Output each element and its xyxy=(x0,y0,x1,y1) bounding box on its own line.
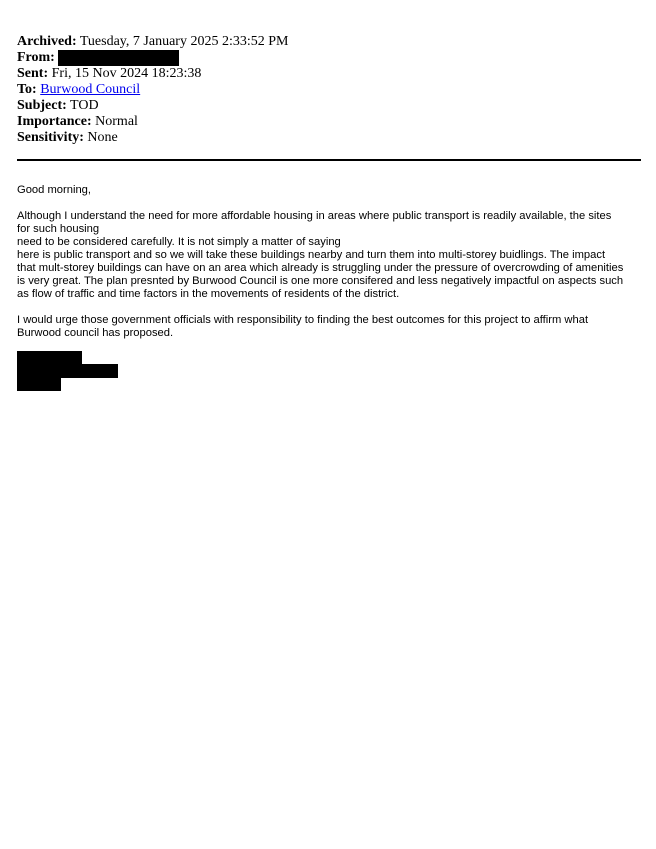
to-row xyxy=(17,82,288,98)
importance-row xyxy=(17,114,288,130)
subject-value: TOD xyxy=(70,98,99,113)
body-line: is very great. The plan presnted by Burwood Council is one more consifered and less negatively impactful on aspects such xyxy=(17,275,624,287)
importance-value: Normal xyxy=(95,114,138,129)
redaction-block xyxy=(17,364,118,378)
body-line: Burwood council has proposed. xyxy=(17,327,174,339)
from-row xyxy=(17,50,288,66)
email-body xyxy=(17,184,641,340)
redacted-sender xyxy=(58,50,179,66)
sensitivity-label: Sensitivity: xyxy=(17,130,84,145)
archived-value: Tuesday, 7 January 2025 2:33:52 PM xyxy=(79,34,289,49)
greeting: Good morning, xyxy=(17,184,92,196)
redaction-block xyxy=(17,378,61,391)
body-line: here is public transport and so we will take these buildings nearby and turn them into multi-storey buidlings. The impact xyxy=(17,249,606,261)
to-recipient-link[interactable]: Burwood Council xyxy=(40,82,141,97)
archived-row xyxy=(17,34,288,50)
to-label: To: xyxy=(17,82,37,97)
body-line: need to be considered carefully. It is not simply a matter of saying xyxy=(17,236,341,248)
body-line: Although I understand the need for more affordable housing in areas where public transport is readily available, the sites xyxy=(17,210,612,222)
sent-value: Fri, 15 Nov 2024 18:23:38 xyxy=(51,66,202,81)
sensitivity-row xyxy=(17,130,288,146)
body-line: for such housing xyxy=(17,223,100,235)
sensitivity-value: None xyxy=(87,130,118,145)
header-divider xyxy=(17,159,641,161)
sent-label: Sent: xyxy=(17,66,49,81)
redaction-block xyxy=(17,351,82,364)
subject-label: Subject: xyxy=(17,98,67,113)
subject-row xyxy=(17,98,288,114)
archived-label: Archived: xyxy=(17,34,77,49)
body-line: I would urge those government officials with responsibility to finding the best outcomes for this project to affirm what xyxy=(17,314,589,326)
sent-row xyxy=(17,66,288,82)
from-label: From: xyxy=(17,50,55,65)
email-header xyxy=(17,34,288,146)
body-line: as flow of traffic and time factors in the movements of residents of the district. xyxy=(17,288,400,300)
body-line: that mult-storey buildings can have on an area which already is struggling under the pressure of overcrowding of amenities xyxy=(17,262,624,274)
importance-label: Importance: xyxy=(17,114,92,129)
